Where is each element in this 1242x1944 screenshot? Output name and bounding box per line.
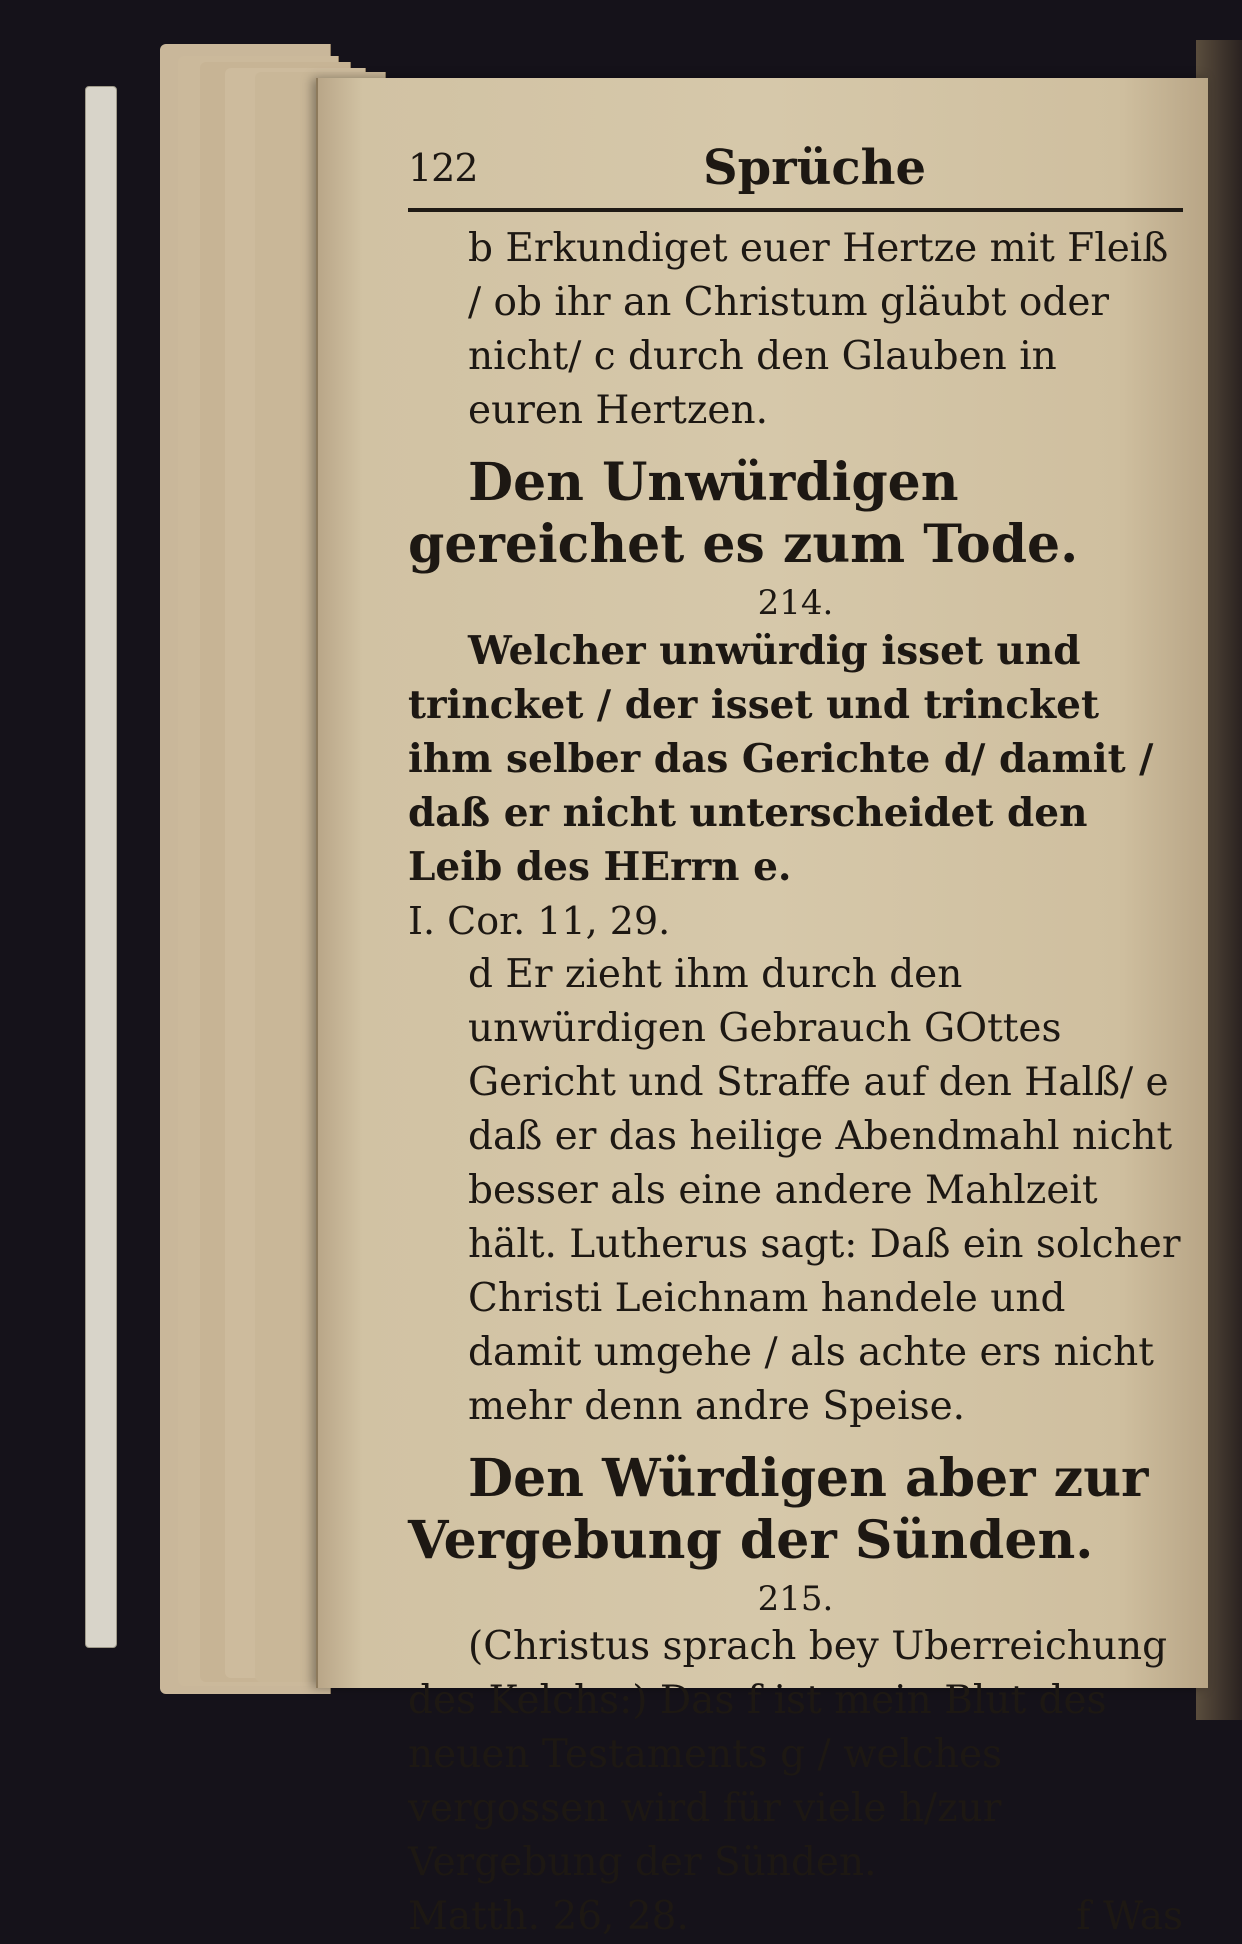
verse-number: 215. [757, 1579, 834, 1619]
verse-text: Welcher unwürdig isset und trincket / der isset und trincket ihm selber das Gerichte d/ damit / daß er nicht unterscheidet den Leib des HErrn e. [408, 628, 1154, 890]
footer-citation: Matth. 26, 28. [408, 1894, 689, 1939]
verse-text: (Christus sprach bey Uberreichung des Kelchs:) Das f ist mein Blut des neuen Testaments g / welches vergossen wird für viele h/zur Vergebung der Sünden. [408, 1624, 1168, 1885]
footnote-b: b Erkundiget euer Hertze mit Fleiß / ob ihr an Christum gläubt oder nicht/ c durch den Glauben in euren Hertzen. [468, 226, 1169, 433]
section-heading: Den Würdigen aber zur Vergebung der Sünden. [408, 1448, 1149, 1571]
page-header [408, 140, 1183, 202]
page-number: 122 [408, 146, 478, 190]
book-cover-edge [85, 86, 117, 1648]
running-title: Sprüche [703, 140, 927, 196]
page-footer [408, 1890, 1183, 1944]
footnote-d-e: d Er zieht ihm durch den unwürdigen Gebrauch GOttes Gericht und Straffe auf den Halß/ e daß er das heilige Abendmahl nicht besser als eine andere Mahlzeit hält. Lutherus sagt: Daß ein solcher Christi Leichnam handele und damit umgehe / als achte ers nicht mehr denn andre Speise. [468, 952, 1181, 1429]
verse-number: 214. [757, 583, 834, 623]
section-heading: Den Unwürdigen gereichet es zum Tode. [408, 452, 1079, 575]
citation: I. Cor. 11, 29. [408, 899, 671, 943]
header-rule [408, 208, 1183, 212]
catchword: f Was [1076, 1894, 1183, 1939]
page-text [408, 140, 1183, 1944]
